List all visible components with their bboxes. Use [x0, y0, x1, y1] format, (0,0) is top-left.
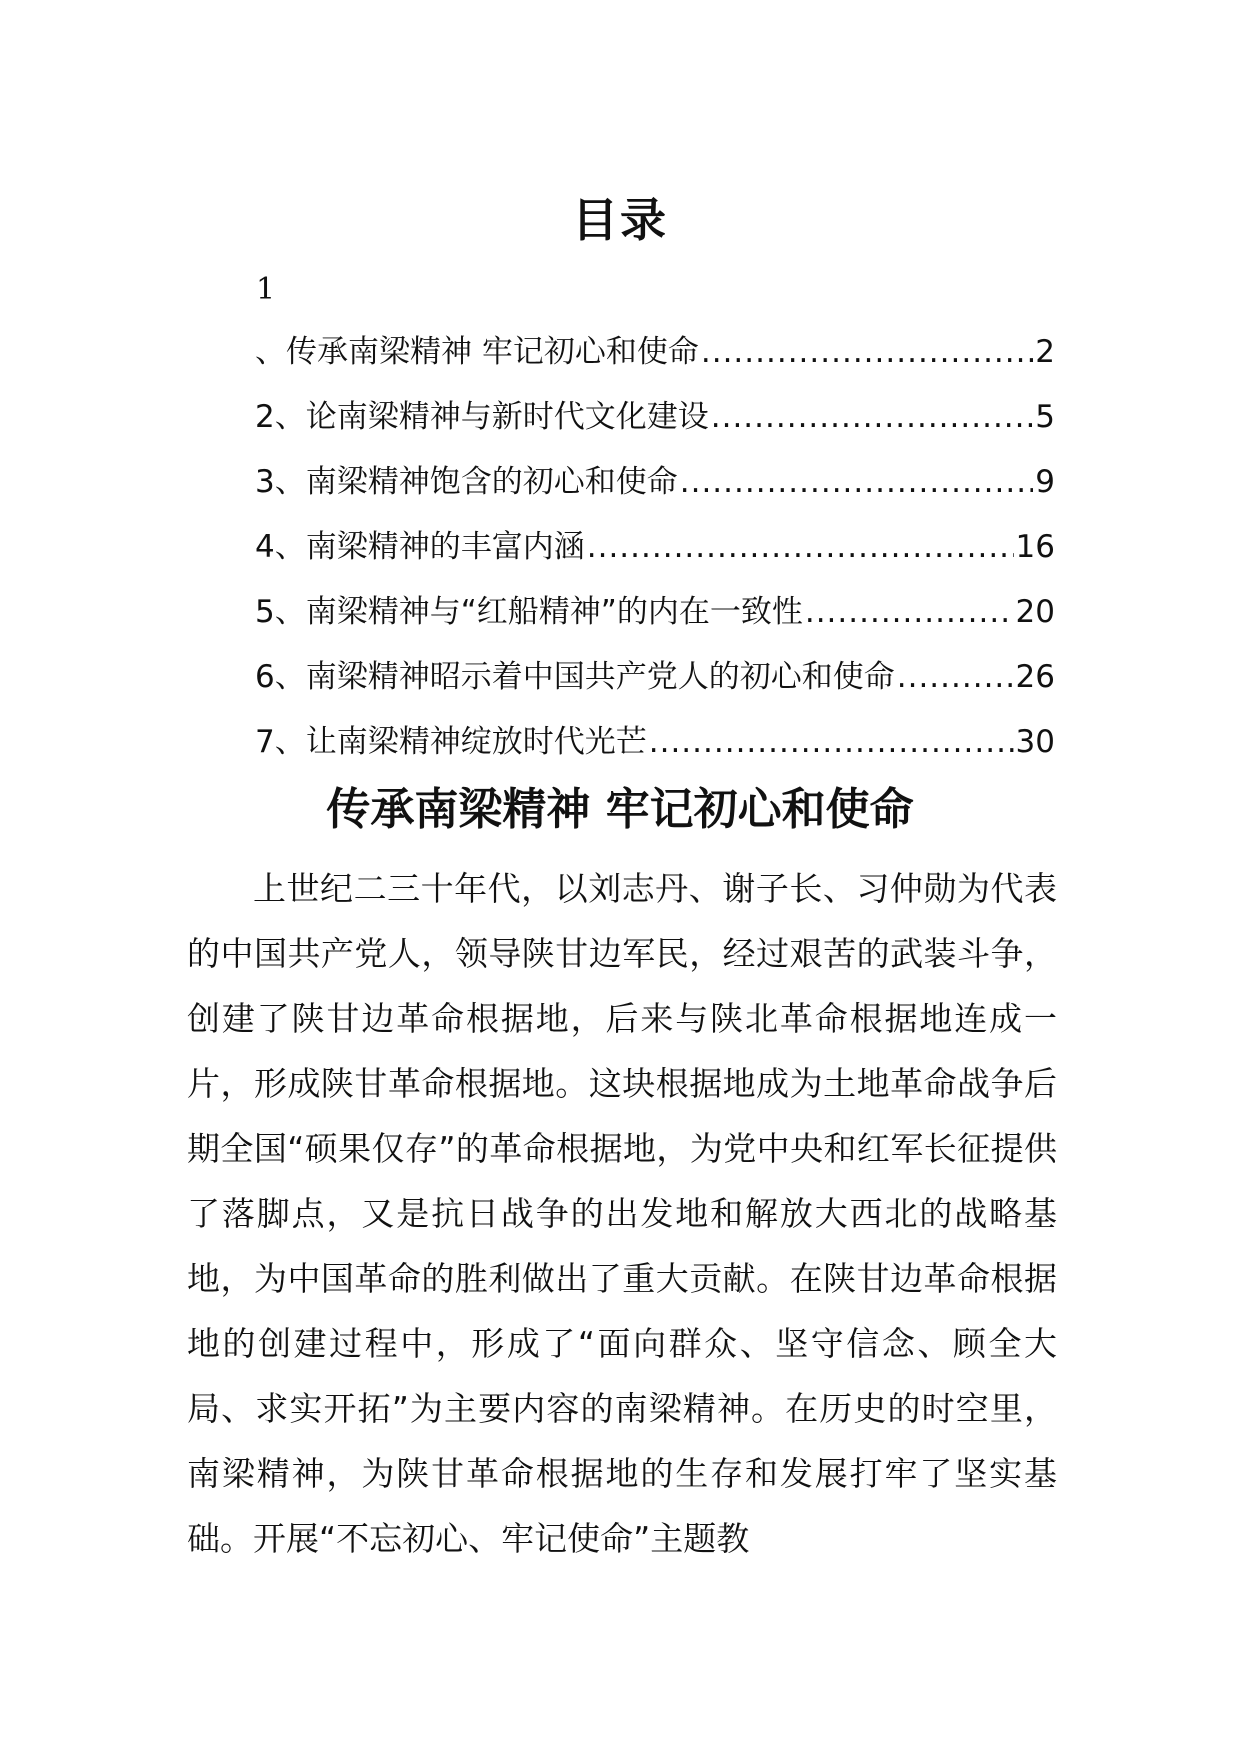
toc-leader-dots: [701, 330, 1033, 374]
toc-title: 目录: [572, 193, 668, 247]
toc-item-text: 、传承南梁精神 牢记初心和使命: [255, 334, 699, 370]
toc-item-text: 4、南梁精神的丰富内涵: [255, 529, 585, 565]
toc-list: [255, 330, 1055, 785]
toc-leader-dots: [805, 590, 1014, 634]
toc-item[interactable]: [255, 720, 1055, 785]
toc-item-page: 20: [1015, 594, 1055, 630]
toc-leader-dots: [680, 460, 1034, 504]
toc-item-text: 2、论南梁精神与新时代文化建设: [255, 399, 709, 435]
toc-leader-dots: [587, 525, 1014, 569]
article-paragraph: 上世纪二三十年代，以刘志丹、谢子长、习仲勋为代表的中国共产党人，领导陕甘边军民，经过艰苦的武装斗争，创建了陕甘边革命根据地，后来与陕北革命根据地连成一片，形成陕甘革命根据地。这块根据地成为土地革命战争后期全国“硕果仅存”的革命根据地，为党中央和红军长征提供了落脚点，又是抗日战争的出发地和解放大西北的战略基地，为中国革命的胜利做出了重大贡献。在陕甘边革命根据地的创建过程中，形成了“面向群众、坚守信念、顾全大局、求实开拓”为主要内容的南梁精神。在历史的时空里，南梁精神，为陕甘革命根据地的生存和发展打牢了坚实基础。开展“不忘初心、牢记使命”主题教: [187, 869, 1057, 1558]
toc-item-text: 5、南梁精神与“红船精神”的内在一致性: [255, 594, 803, 630]
toc-item-page: 30: [1015, 724, 1055, 760]
article-title: 传承南梁精神 牢记初心和使命: [326, 784, 914, 835]
toc-item-page: 2: [1035, 334, 1055, 370]
toc-item[interactable]: [255, 330, 1055, 395]
toc-item-page: 16: [1015, 529, 1055, 565]
toc-item-page: 9: [1035, 464, 1055, 500]
toc-item-text: 7、让南梁精神绽放时代光芒: [255, 724, 647, 760]
toc-item-page: 26: [1015, 659, 1055, 695]
toc-leader-dots: [897, 655, 1014, 699]
toc-item[interactable]: [255, 655, 1055, 720]
toc-item[interactable]: [255, 395, 1055, 460]
toc-item[interactable]: [255, 460, 1055, 525]
toc-item-text: 3、南梁精神饱含的初心和使命: [255, 464, 678, 500]
toc-item[interactable]: [255, 590, 1055, 655]
toc-item-text: 6、南梁精神昭示着中国共产党人的初心和使命: [255, 659, 895, 695]
toc-leader-dots: [711, 395, 1034, 439]
toc-stray-number: 1: [256, 272, 276, 307]
toc-item[interactable]: [255, 525, 1055, 590]
toc-item-page: 5: [1035, 399, 1055, 435]
toc-leader-dots: [649, 720, 1014, 764]
